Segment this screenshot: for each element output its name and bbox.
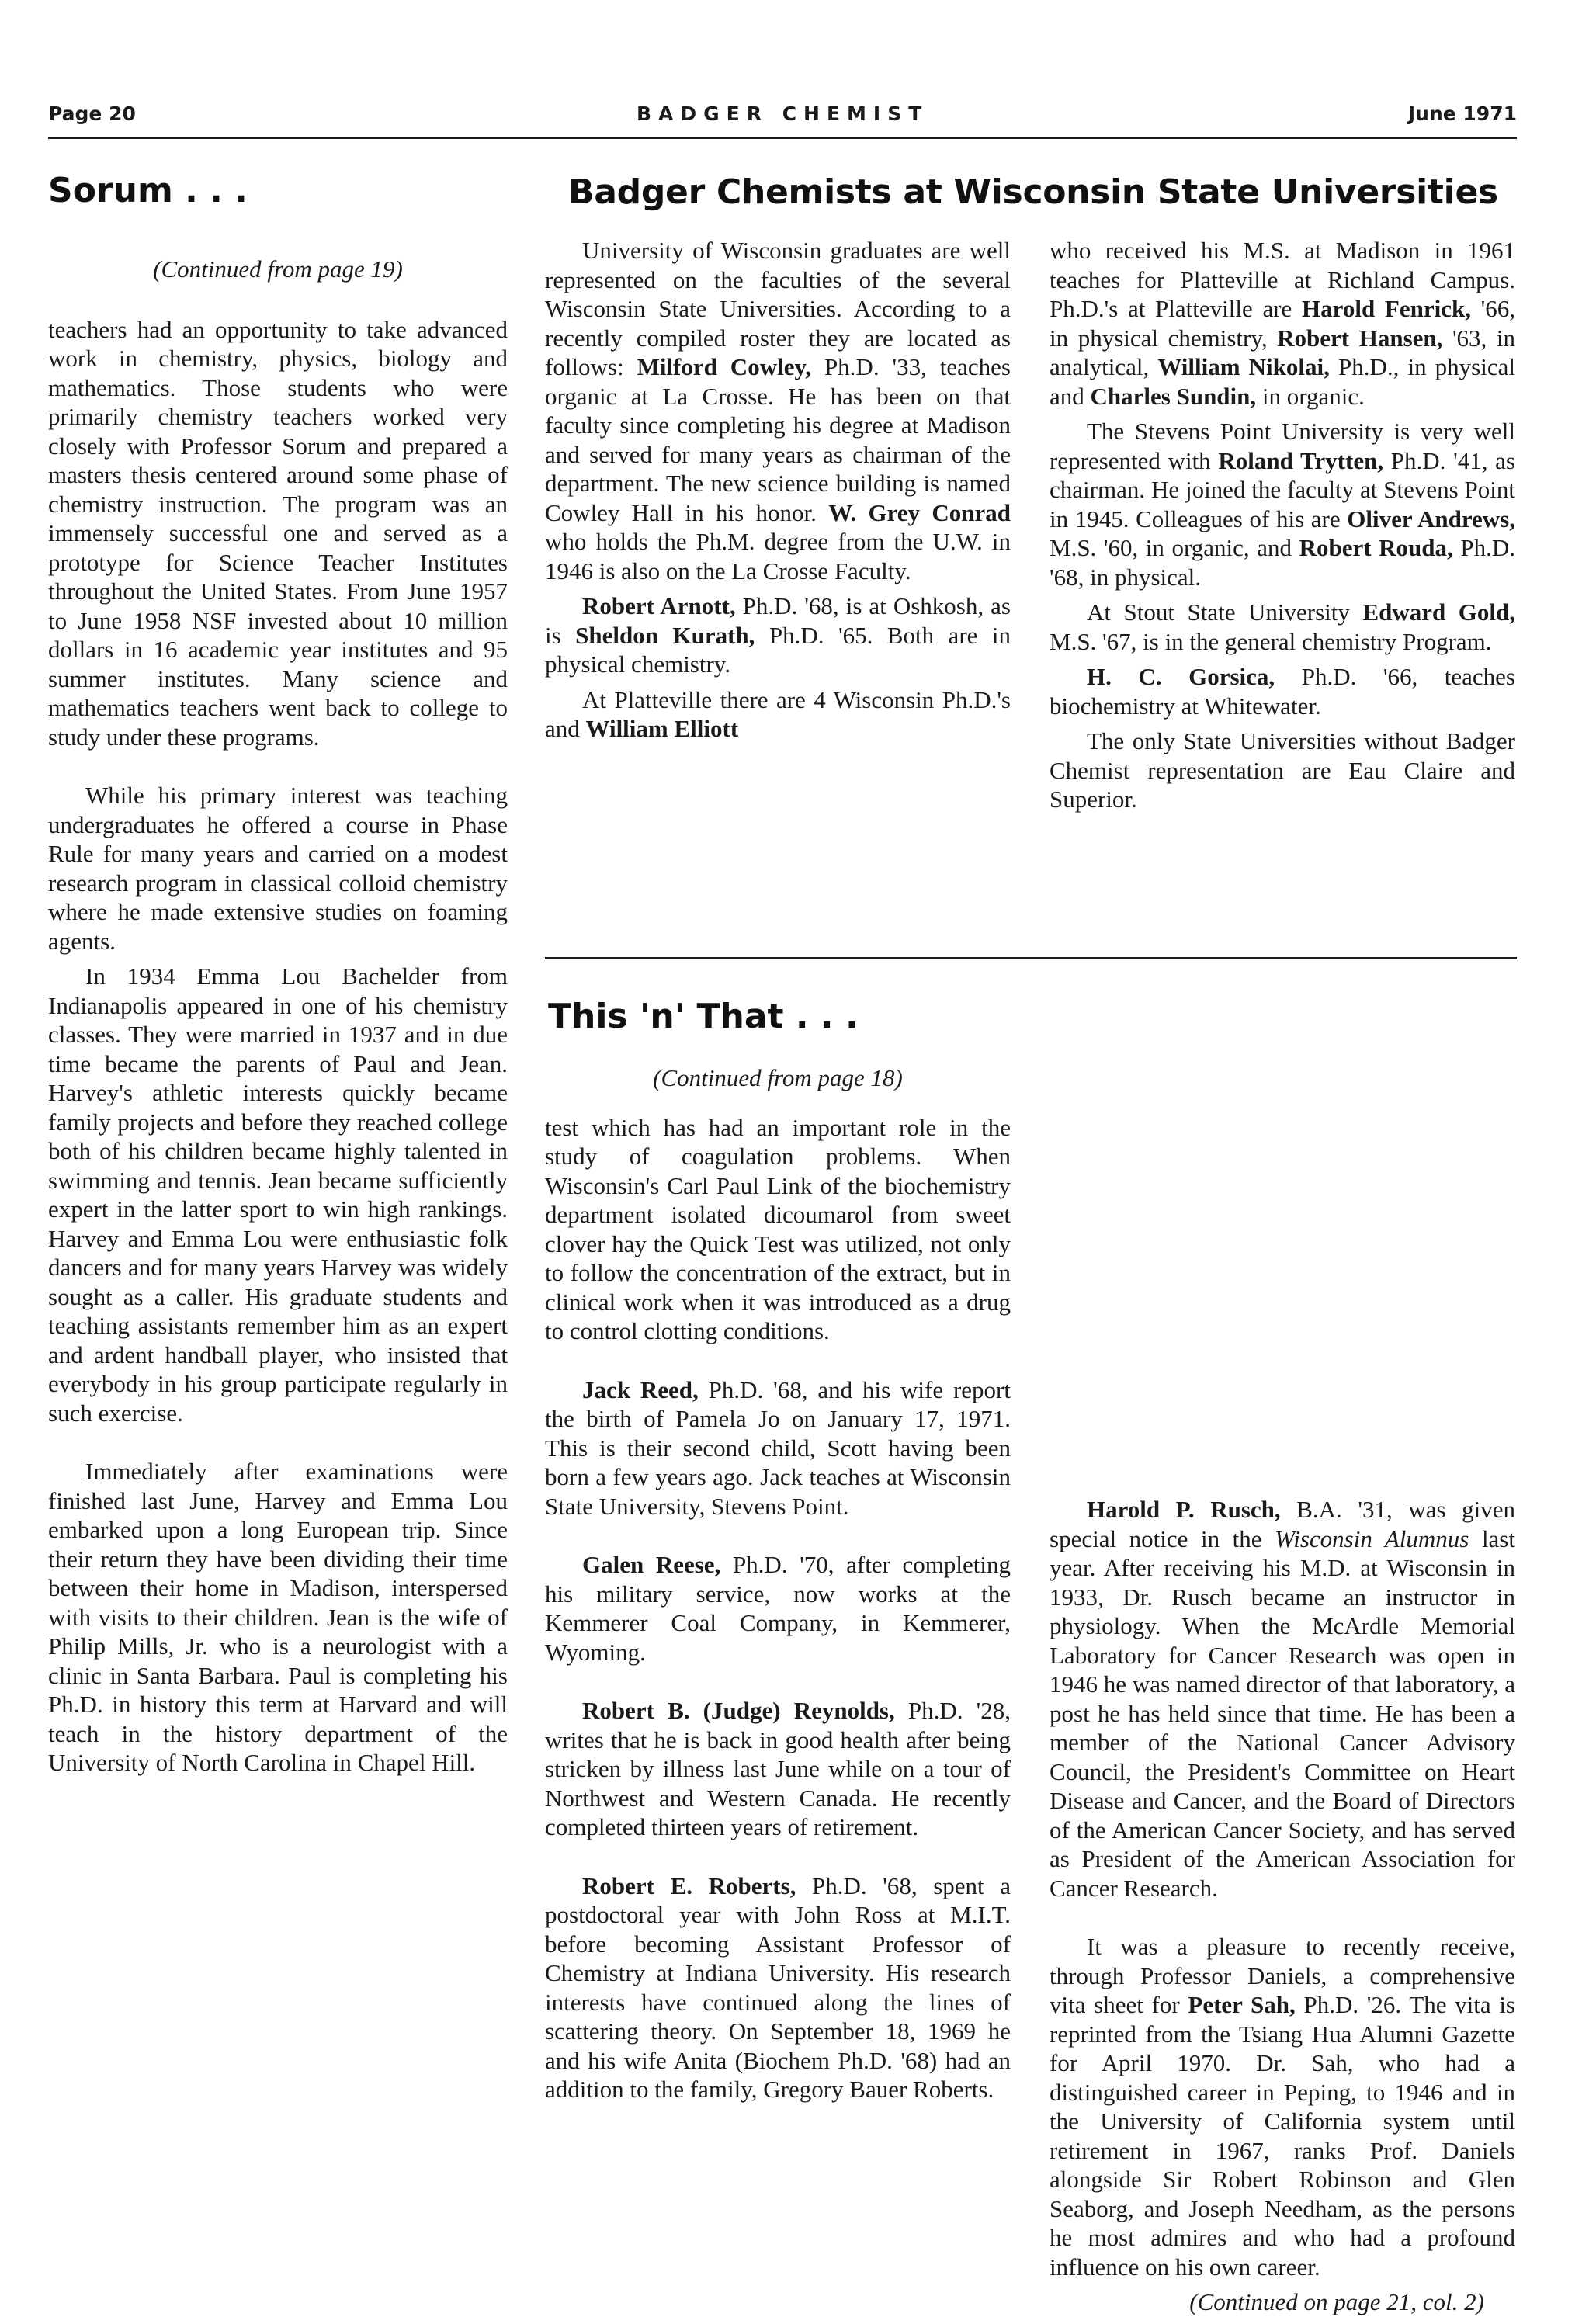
publication-title: BADGER CHEMIST xyxy=(637,102,929,125)
this-n-that-column-2 xyxy=(1050,994,1515,2317)
name-fenrick: Harold Fenrick, xyxy=(1302,295,1471,322)
name-reynolds: Robert B. (Judge) Reynolds, xyxy=(582,1697,895,1724)
sorum-paragraph-3: In 1934 Emma Lou Bachelder from Indianapolis appeared in one of his chemistry classes. They were married in 1937 and in due time became the parents of Paul and Jean. Harvey's athletic interests quickly became family projects and before they reached college both of his children became highly talented in swimming and tennis. Jean became sufficiently expert in the latter sport to win high rankings. Harvey and Emma Lou were enthusiastic folk dancers and for many years Harvey was widely sought as a caller. His graduate students and teaching assistants remember him as an expert and ardent handball player, who insisted that everybody in his group participate regularly in such exercise. xyxy=(48,963,508,1427)
header-rule xyxy=(48,137,1517,139)
this-n-that-column-1 xyxy=(545,1063,1011,2111)
badger-paragraph-3a: At Platteville there are 4 Wisconsin Ph.D.'s and William Elliott xyxy=(545,685,1011,742)
name-elliott: William Elliott xyxy=(585,715,739,742)
badger-paragraph-1: University of Wisconsin graduates are well represented on the faculties of the several Wisconsin State Universities. According to a recently compiled roster they are located as follows: Milford Cowley, Ph.D. '33, teaches organic at La Crosse. He has been on that faculty since completing his degree at Madison and served for many years as chairman of the department. The new science building is named Cowley Hall in his honor. W. Grey Conrad who holds the Ph.M. degree from the U.W. in 1946 is also on the La Crosse Faculty. xyxy=(545,237,1011,584)
reed-item: Jack Reed, Ph.D. '68, and his wife report the birth of Pamela Jo on January 17, 1971. This is their second child, Scott having been born a few years ago. Jack teaches at Wisconsin State University, Stevens Point. xyxy=(545,1375,1011,1520)
section-divider xyxy=(545,957,1517,959)
this-n-that-continued-note: (Continued from page 18) xyxy=(653,1064,903,1091)
sorum-paragraph-2: While his primary interest was teaching undergraduates he offered a course in Phase Rule for many years and carried on a modest research program in classical colloid chemistry where he made extensive studies on foaming agents. xyxy=(48,782,508,955)
rusch-item: Harold P. Rusch, B.A. '31, was given special notice in the Wisconsin Alumnus last year. After receiving his M.D. at Wisconsin in 1933, Dr. Rusch became an instructor in physiology. When the McArdle Memorial Laboratory for Cancer Research was open in 1946 he was named director of that laboratory, a post he has held since that time. He has been a member of the National Cancer Advisory Council, the President's Committee on Heart Disease and Cancer, and the Board of Directors of the American Cancer Society, and has served as President of the American Association for Cancer Research. xyxy=(1050,1496,1515,1902)
name-reese: Galen Reese, xyxy=(582,1551,721,1578)
sorum-article xyxy=(48,255,508,1784)
badger-article-column-2 xyxy=(1050,236,1515,820)
name-conrad: W. Grey Conrad xyxy=(828,498,1011,526)
sah-item: It was a pleasure to recently receive, through Professor Daniels, a comprehensive vita sheet for Peter Sah, Ph.D. '26. The vita is reprinted from the Tsiang Hua Alumni Gazette for April 1970. Dr. Sah, who had a distinguished career in Peping, to 1946 and in the University of California system until retirement in 1967, ranks Prof. Daniels alongside Sir Robert Robinson and Glen Seaborg, and Joseph Needham, as the persons he most admires and who had a profound influence on his own career. xyxy=(1050,1933,1515,2281)
badger-paragraph-4: The Stevens Point University is very well represented with Roland Trytten, Ph.D. '41, as chairman. He joined the faculty at Stevens Point in 1945. Colleagues of his are Oliver Andrews, M.S. '60, in organic, and Robert Rouda, Ph.D. '68, in physical. xyxy=(1050,418,1515,591)
sorum-paragraph-4: Immediately after examinations were finished last June, Harvey and Emma Lou embarked upon a long European trip. Since their return they have been dividing their time between their home in Madison, interspersed with visits to their children. Jean is the wife of Philip Mills, Jr. who is a neurologist with a clinic in Santa Barbara. Paul is completing his Ph.D. in history this term at Harvard and will teach in the history department of the University of North Carolina in Chapel Hill. xyxy=(48,1458,508,1776)
name-trytten: Roland Trytten, xyxy=(1218,446,1384,474)
continued-next-note: (Continued on page 21, col. 2) xyxy=(1189,2288,1484,2315)
reynolds-item: Robert B. (Judge) Reynolds, Ph.D. '28, writes that he is back in good health after being stricken by illness last June while on a tour of Northwest and Western Canada. He recently completed thirteen years of retirement. xyxy=(545,1697,1011,1840)
name-reed: Jack Reed, xyxy=(582,1375,699,1403)
name-rouda: Robert Rouda, xyxy=(1299,534,1453,561)
badger-chemists-heading: Badger Chemists at Wisconsin State Universities xyxy=(568,172,1498,212)
name-roberts: Robert E. Roberts, xyxy=(582,1871,796,1899)
badger-paragraph-3b: who received his M.S. at Madison in 1961 teaches for Platteville at Richland Campus. Ph.D.'s at Platteville are Harold Fenrick, '66, in physical chemistry, Robert Hansen, '63, in analytical, William Nikolai, Ph.D., in physical and Charles Sundin, in organic. xyxy=(1050,237,1516,410)
badger-paragraph-5: At Stout State University Edward Gold, M.S. '67, is in the general chemistry Program. xyxy=(1050,598,1515,655)
badger-article-column-1 xyxy=(545,236,1011,750)
badger-paragraph-6: H. C. Gorsica, Ph.D. '66, teaches biochemistry at Whitewater. xyxy=(1050,663,1515,720)
name-rusch: Harold P. Rusch, xyxy=(1087,1496,1281,1523)
name-andrews: Oliver Andrews, xyxy=(1347,505,1515,532)
name-hansen: Robert Hansen, xyxy=(1277,324,1443,352)
sorum-continued-note: (Continued from page 19) xyxy=(153,255,403,283)
page-number: Page 20 xyxy=(48,102,136,125)
badger-paragraph-2: Robert Arnott, Ph.D. '68, is at Oshkosh, as is Sheldon Kurath, Ph.D. '65. Both are in physical chemistry. xyxy=(545,592,1011,678)
name-gold: Edward Gold, xyxy=(1362,598,1515,626)
sorum-paragraph-1: teachers had an opportunity to take advanced work in chemistry, physics, biology and mathematics. Those students who were primarily chemistry teachers worked very closely with Professor Sorum and prepared a masters thesis centered around some phase of chemistry instruction. The program was an immensely successful one and served as a prototype for Science Teacher Institutes throughout the United States. From June 1957 to June 1958 NSF invested about 10 million dollars in 16 academic year institutes and 95 summer institutes. Many science and mathematics teachers went back to college to study under these programs. xyxy=(48,315,508,751)
issue-date: June 1971 xyxy=(1407,102,1517,125)
this-n-that-paragraph-1: test which has had an important role in the study of coagulation problems. When Wisconsin's Carl Paul Link of the biochemistry department isolated dicoumarol from sweet clover hay the Quick Test was utilized, not only to follow the concentration of the extract, but in clinical work when it was introduced as a drug to control clotting conditions. xyxy=(545,1113,1011,1344)
wisconsin-alumnus-title: Wisconsin Alumnus xyxy=(1275,1524,1469,1552)
roberts-item: Robert E. Roberts, Ph.D. '68, spent a postdoctoral year with John Ross at M.I.T. before becoming Assistant Professor of Chemistry at Indiana University. His research interests have continued along the lines of scattering theory. On September 18, 1969 he and his wife Anita (Biochem Ph.D. '68) had an addition to the family, Gregory Bauer Roberts. xyxy=(545,1871,1011,2103)
name-kurath: Sheldon Kurath, xyxy=(575,621,755,649)
name-sundin: Charles Sundin, xyxy=(1090,382,1257,410)
name-arnott: Robert Arnott, xyxy=(582,592,736,619)
name-gorsica: H. C. Gorsica, xyxy=(1087,663,1275,690)
badger-paragraph-7: The only State Universities without Badger Chemist representation are Eau Claire and Superior. xyxy=(1050,727,1515,813)
sorum-heading: Sorum . . . xyxy=(48,171,248,210)
name-cowley: Milford Cowley, xyxy=(637,353,811,380)
reese-item: Galen Reese, Ph.D. '70, after completing his military service, now works at the Kemmerer Coal Company, in Kemmerer, Wyoming. xyxy=(545,1551,1011,1666)
name-sah: Peter Sah, xyxy=(1188,1991,1296,2018)
this-n-that-heading: This 'n' That . . . xyxy=(548,997,859,1036)
name-nikolai: William Nikolai, xyxy=(1157,353,1330,380)
